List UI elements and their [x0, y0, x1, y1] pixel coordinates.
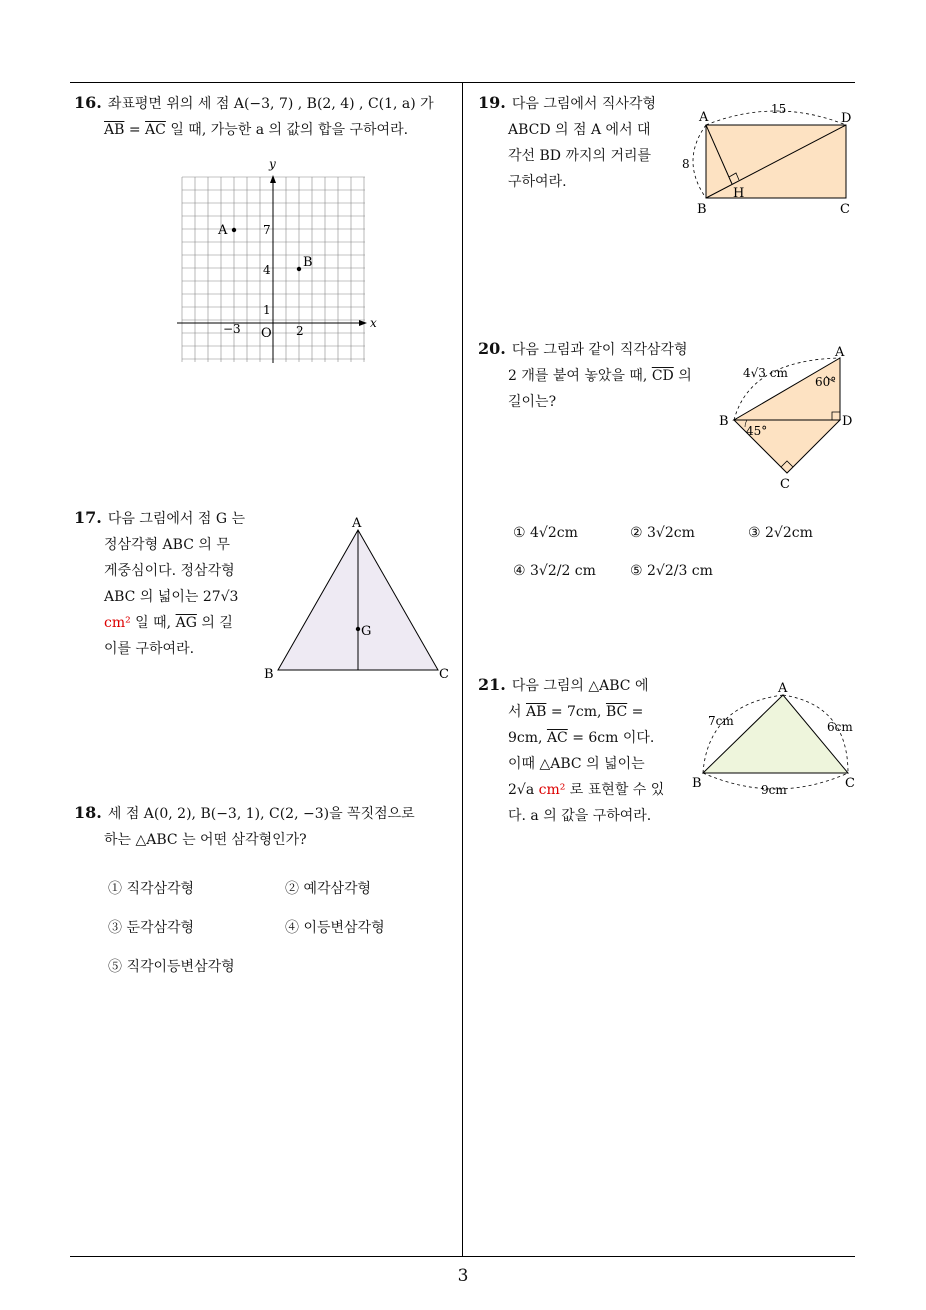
problem-text: 일 때, [130, 615, 176, 631]
length-15-label: 15 [771, 102, 787, 116]
vertex-b-label: B [719, 414, 729, 429]
problem-text: 다. a 의 값을 구하여라. [508, 808, 652, 824]
point-b [297, 267, 301, 271]
segment-ac: $\overline{AC}$ [546, 730, 568, 746]
problem-text: 이를 구하여라. [104, 641, 195, 657]
choice-2[interactable]: ② 3√2cm [630, 525, 695, 541]
segment-ab: $\overline{AB}$ [525, 704, 547, 720]
problem-text: 다음 그림에서 직사각형 [511, 96, 656, 112]
problem-number: 16. [74, 93, 102, 112]
tick-y-1: 1 [263, 303, 271, 317]
choice-4[interactable]: ④ 3√2/2 cm [513, 563, 596, 579]
length-8-label: 8 [682, 157, 690, 171]
choice-3[interactable]: ③ 2√2cm [748, 525, 813, 541]
vertex-b-label: B [692, 776, 702, 791]
vertex-a-label: A [699, 110, 709, 125]
problem-number: 18. [74, 803, 102, 822]
problem-text: = [627, 704, 644, 720]
vertex-d-label: D [842, 414, 853, 429]
choice-5[interactable]: ⑤ 직각이등변삼각형 [108, 959, 235, 975]
problem-text: 다음 그림과 같이 직각삼각형 [511, 342, 688, 358]
triangles-20-figure [715, 340, 865, 495]
length-bc-label: 9cm [761, 783, 787, 797]
point-h-label: H [733, 186, 745, 201]
problem-text: 구하여라. [508, 174, 567, 190]
page-number: 3 [457, 1266, 469, 1286]
problem-text: 9cm, [508, 730, 547, 746]
tick-x-2: 2 [296, 324, 304, 338]
segment-cd: $\overline{CD}$ [651, 368, 674, 384]
problem-text: 이때 △ABC 의 넓이는 [508, 756, 645, 772]
unit-red: cm² [538, 782, 566, 798]
problem-text: 서 [508, 704, 526, 720]
problem-19 [478, 90, 678, 195]
problem-number: 20. [478, 339, 506, 358]
choice-3[interactable]: ③ 둔각삼각형 [108, 920, 195, 936]
problem-text: 좌표평면 위의 세 점 A(−3, 7) , B(2, 4) , C(1, a) 가 [107, 96, 434, 112]
problem-17 [74, 505, 274, 662]
problem-18 [74, 800, 459, 853]
y-axis-label: y [269, 157, 276, 171]
problem-text: 정삼각형 ABC 의 무 [104, 537, 230, 553]
vertex-a-label: A [778, 681, 788, 696]
problem-text: 세 점 A(0, 2), B(−3, 1), C(2, −3)을 꼭짓점으로 [107, 806, 415, 822]
choice-2[interactable]: ② 예각삼각형 [285, 881, 372, 897]
point-b-label: B [303, 255, 313, 270]
segment-bc: $\overline{BC}$ [605, 704, 628, 720]
problem-text: 로 표현할 수 있 [565, 782, 665, 798]
problem-text: 의 [673, 368, 692, 384]
centroid-point [356, 627, 360, 631]
triangle-17-figure [258, 510, 458, 685]
length-ab-label: 7cm [708, 714, 734, 728]
problem-number: 21. [478, 675, 506, 694]
vertex-d-label: D [841, 111, 852, 126]
tick-y-4: 4 [263, 263, 271, 277]
tick-y-7: 7 [263, 223, 271, 237]
problem-text: 2√a [508, 782, 539, 798]
problem-text: 하는 △ABC 는 어떤 삼각형인가? [104, 832, 307, 848]
problem-text: 2 개를 붙여 놓았을 때, [508, 368, 652, 384]
angle-45-label: 45° [746, 424, 768, 438]
problem-text: ABCD 의 점 A 에서 대 [508, 122, 651, 138]
segment-ag: $\overline{AG}$ [175, 615, 197, 631]
length-ac-label: 6cm [827, 720, 853, 734]
length-ab-label: 4√3 cm [743, 366, 788, 380]
problem-text: = 6cm 이다. [567, 730, 655, 746]
problem-text: 길이는? [508, 394, 557, 410]
vertex-b-label: B [697, 202, 707, 217]
segment-ab: $\overline{AB}$ [104, 122, 125, 138]
point-g-label: G [361, 624, 372, 639]
rectangle-19-figure [675, 95, 860, 225]
unit-red: cm² [104, 615, 131, 631]
triangle-21-figure [688, 675, 863, 805]
dashed-arc-left [693, 125, 706, 198]
problem-text: 게중심이다. 정삼각형 [104, 563, 235, 579]
problem-text: 다음 그림에서 점 G 는 [107, 511, 246, 527]
problem-number: 17. [74, 508, 102, 527]
vertex-c-label: C [780, 477, 790, 492]
problem-21 [478, 672, 683, 829]
problem-20 [478, 336, 718, 415]
choice-5[interactable]: ⑤ 2√2/3 cm [630, 563, 713, 579]
segment-ac: $\overline{AC}$ [145, 122, 166, 138]
coordinate-graph [175, 155, 375, 370]
tick-x-neg3: −3 [223, 322, 241, 336]
problem-text: 일 때, 가능한 a 의 값의 합을 구하여라. [165, 122, 409, 138]
column-divider [462, 82, 463, 1256]
vertex-c-label: C [439, 667, 449, 682]
point-a-label: A [218, 223, 228, 238]
equals: = [124, 122, 146, 138]
triangle-abc [703, 695, 848, 773]
bottom-rule [70, 1256, 855, 1257]
x-axis-label: x [370, 316, 377, 330]
point-a [232, 228, 236, 232]
vertex-a-label: A [352, 516, 362, 531]
vertex-c-label: C [840, 202, 850, 217]
choice-1[interactable]: ① 4√2cm [513, 525, 578, 541]
problem-text: = 7cm, [546, 704, 606, 720]
problem-16 [74, 90, 459, 143]
problem-text: 각선 BD 까지의 거리를 [508, 148, 652, 164]
vertex-c-label: C [845, 776, 855, 791]
vertex-b-label: B [264, 667, 274, 682]
problem-text: 의 길 [196, 615, 233, 631]
vertex-a-label: A [835, 345, 845, 360]
angle-60-label: 60° [815, 375, 837, 389]
problem-text: ABC 의 넓이는 27√3 [104, 589, 239, 605]
problem-number: 19. [478, 93, 506, 112]
choice-1[interactable]: ① 직각삼각형 [108, 881, 195, 897]
origin-label: O [261, 326, 272, 341]
problem-text: 다음 그림의 △ABC 에 [511, 678, 649, 694]
choice-4[interactable]: ④ 이등변삼각형 [285, 920, 385, 936]
